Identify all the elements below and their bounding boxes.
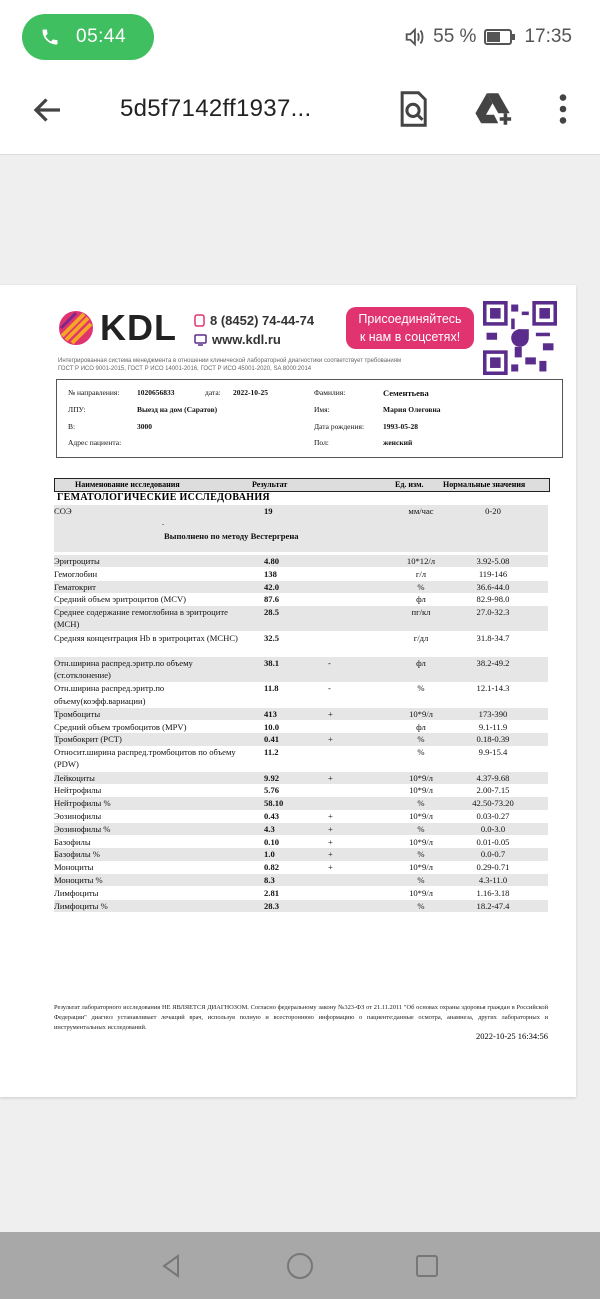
row-result: 28.5	[264, 607, 280, 618]
row-result: 11.8	[264, 683, 279, 694]
row-norm: 0-20	[485, 506, 501, 516]
row-norm: 173-390	[478, 708, 508, 719]
row-name: Нейтрофилы	[54, 785, 102, 796]
sex-value: женский	[383, 438, 413, 447]
row-result: 1.0	[264, 849, 275, 860]
row-unit: пг/кл	[411, 607, 431, 618]
phone-icon	[40, 27, 60, 47]
row-result: 8.3	[264, 875, 275, 885]
row-norm: 0.29-0.71	[476, 862, 510, 873]
row-unit: 10*9/л	[409, 862, 433, 873]
row-norm: 12.1-14.3	[476, 683, 510, 694]
row-name: Гемоглобин	[54, 568, 98, 579]
clock: 17:35	[524, 26, 572, 47]
printed-timestamp: 2022-10-25 16:34:56	[475, 1031, 548, 1041]
row-result: 0.10	[264, 836, 280, 847]
row-norm: 9.9-15.4	[478, 747, 508, 758]
row-unit: %	[417, 683, 425, 694]
cert-line2: ГОСТ Р ИСО 9001-2015, ГОСТ Р ИСО 14001-2016, ГОСТ Р ИСО 45001-2020, SA 8000:2014	[58, 365, 312, 372]
row-name: Нейтрофилы %	[54, 798, 111, 809]
row-name: Среднее содержание гемоглобина в эритроците (MCH)	[54, 607, 228, 630]
back-arrow-icon[interactable]	[30, 92, 66, 128]
row-result: 0.41	[264, 734, 280, 745]
row-result: 11.2	[264, 747, 279, 758]
table-row	[54, 797, 548, 809]
more-options-icon[interactable]	[548, 90, 578, 128]
row-norm: 2.00-7.15	[476, 785, 510, 796]
kdl-logo	[58, 307, 177, 349]
row-name: Тромбокрит (PCT)	[54, 734, 122, 745]
row-result: 4.80	[264, 556, 280, 566]
table-row	[54, 555, 548, 567]
row-norm: 31.8-34.7	[476, 632, 510, 643]
row-flag: -	[328, 683, 331, 694]
row-result: 42.0	[264, 581, 280, 592]
table-row	[54, 581, 548, 593]
row-unit: 10*9/л	[409, 708, 433, 719]
row-result: 19	[264, 506, 273, 516]
row-norm: 18.2-47.4	[476, 900, 510, 911]
table-row	[54, 733, 548, 745]
contacts	[194, 311, 314, 349]
table-row	[54, 772, 548, 784]
col-norm-header: Нормальные значения	[443, 480, 526, 489]
table-row	[54, 900, 548, 912]
row-norm: 36.6-44.0	[476, 581, 510, 592]
row-norm: 0.0-0.7	[480, 849, 506, 860]
pdf-page	[0, 285, 576, 1097]
row-norm: 42.50-73.20	[472, 798, 514, 809]
monitor-icon	[194, 334, 207, 346]
row-unit: %	[417, 798, 425, 809]
row-flag: +	[328, 708, 333, 719]
row-name: Эритроциты	[54, 556, 100, 566]
table-row	[54, 682, 548, 707]
surname-label: Фамилия:	[314, 388, 346, 397]
row-result: 28.3	[264, 900, 280, 911]
row-norm: 0.0-3.0	[480, 823, 506, 834]
social-banner	[346, 307, 474, 349]
status-bar	[0, 0, 600, 76]
home-nav-icon[interactable]	[286, 1252, 314, 1280]
row-name: Базофилы	[54, 836, 91, 847]
app-bar	[0, 76, 600, 155]
row-norm: 9.1-11.9	[478, 721, 508, 732]
col-name-header: Наименование исследования	[75, 480, 180, 489]
row-unit: 10*9/л	[409, 836, 433, 847]
lpu-label: ЛПУ:	[68, 405, 86, 414]
table-row	[54, 568, 548, 580]
col-result-header: Результат	[252, 480, 288, 489]
row-unit: 10*9/л	[409, 772, 433, 783]
referral-label: № направления:	[68, 388, 120, 397]
referral-number: 1020656833	[137, 388, 175, 397]
table-row	[54, 632, 548, 657]
phone-icon	[194, 314, 205, 327]
social-banner-line2: к нам в соцсетях!	[359, 330, 461, 344]
row-name: Отн.ширина распред.эритр.по объему (ст.отклонение)	[54, 658, 193, 681]
patient-info-box	[56, 379, 563, 458]
dob-value: 1993-05-28	[383, 422, 418, 431]
row-norm: 4.37-9.68	[476, 772, 510, 783]
esr-method-note: Выполнено по методу Вестергрена	[164, 531, 299, 541]
table-row	[54, 810, 548, 822]
certification-note	[58, 358, 478, 373]
row-unit: 10*12/л	[406, 556, 436, 566]
row-name: Относит.ширина распред.тромбоцитов по объему (PDW)	[54, 747, 236, 770]
row-flag: -	[328, 658, 331, 668]
v-value: 3000	[137, 422, 152, 431]
row-flag: +	[328, 849, 333, 860]
referral-date: 2022-10-25	[233, 388, 268, 397]
row-norm: 38.2-49.2	[476, 658, 510, 668]
name-label: Имя:	[314, 405, 330, 414]
row-norm: 82.9-98.0	[476, 594, 510, 605]
row-name: Лейкоциты	[54, 772, 95, 783]
row-name: Тромбоциты	[54, 708, 101, 719]
row-unit: %	[417, 734, 425, 745]
row-result: 10.0	[264, 721, 280, 732]
table-row	[54, 657, 548, 682]
row-result: 9.92	[264, 772, 280, 783]
dob-label: Дата рождения:	[314, 422, 365, 431]
row-norm: 119-146	[478, 568, 508, 579]
table-row	[54, 721, 548, 733]
results-table-header	[54, 478, 550, 492]
search-in-document-icon[interactable]	[396, 90, 430, 128]
esr-dot: .	[162, 517, 165, 527]
status-indicators	[395, 26, 572, 48]
row-result: 87.6	[264, 594, 280, 605]
row-norm: 0.18-0.39	[476, 734, 510, 745]
section-title: ГЕМАТОЛОГИЧЕСКИЕ ИССЛЕДОВАНИЯ	[57, 492, 270, 503]
system-nav-bar	[0, 1232, 600, 1299]
row-result: 58.10	[264, 798, 284, 809]
row-flag: +	[328, 772, 333, 783]
row-name: Средняя концентрация Hb в эритроцитах (MCHC)	[54, 632, 238, 643]
row-norm: 3.92-5.08	[476, 556, 510, 566]
cert-line1: Интегрированная система менеджмента в отношении клинической лабораторной диагностики соответствует требованиям	[58, 358, 402, 364]
document-title: 5d5f7142ff1937...	[120, 95, 312, 122]
row-unit: 10*9/л	[409, 785, 433, 796]
row-name: СОЭ	[54, 506, 72, 516]
table-row	[54, 708, 548, 720]
v-label: В:	[68, 422, 76, 431]
table-row	[54, 848, 548, 860]
table-row-esr	[54, 505, 548, 552]
speaker-icon	[403, 26, 425, 48]
row-flag: +	[328, 734, 333, 745]
social-banner-line1: Присоединяйтесь	[358, 312, 462, 326]
table-row	[54, 746, 548, 771]
kdl-wordmark: KDL	[100, 307, 177, 348]
ongoing-call-chip[interactable]	[22, 14, 154, 60]
row-unit: %	[417, 875, 425, 885]
row-norm: 0.01-0.05	[476, 836, 510, 847]
row-unit: %	[417, 747, 425, 758]
row-flag: +	[328, 823, 333, 834]
sex-label: Пол:	[314, 438, 329, 447]
row-result: 4.3	[264, 823, 275, 834]
row-unit: фл	[416, 594, 426, 605]
address-label: Адрес пациента:	[68, 438, 122, 447]
row-name: Отн.ширина распред.эритр.по объему(коэфф.вариации)	[54, 683, 165, 706]
website-link[interactable]: www.kdl.ru	[212, 332, 281, 347]
table-row	[54, 887, 548, 899]
row-name: Эозинофилы	[54, 811, 102, 821]
row-result: 413	[264, 708, 277, 719]
row-result: 138	[264, 568, 277, 579]
battery-icon	[484, 28, 516, 46]
kdl-emblem-icon	[58, 310, 94, 346]
row-name: Лимфоциты %	[54, 900, 108, 911]
row-result: 0.82	[264, 862, 280, 873]
lpu-value: Выезд на дом (Саратов)	[137, 405, 218, 414]
row-result: 2.81	[264, 887, 280, 898]
row-name: Базофилы %	[54, 849, 100, 860]
surname-value: Сементьева	[383, 388, 429, 398]
row-unit: г/л	[415, 568, 427, 579]
row-unit: %	[417, 823, 425, 834]
row-unit: 10*9/л	[409, 887, 433, 898]
table-row	[54, 593, 548, 605]
add-to-drive-icon[interactable]	[474, 90, 514, 128]
row-norm: 1.16-3.18	[476, 887, 510, 898]
qr-code-icon	[483, 301, 557, 375]
back-nav-icon[interactable]	[158, 1253, 184, 1279]
row-flag: +	[328, 862, 333, 873]
row-name: Средний объем тромбоцитов (MPV)	[54, 721, 187, 732]
table-row	[54, 861, 548, 873]
row-result: 38.1	[264, 658, 280, 668]
table-row	[54, 874, 548, 886]
row-name: Гематокрит	[54, 581, 96, 592]
call-timer: 05:44	[76, 26, 127, 47]
row-unit: %	[417, 849, 425, 860]
row-unit: фл	[416, 658, 426, 668]
name-value: Мария Олеговна	[383, 405, 441, 414]
row-flag: +	[328, 836, 333, 847]
row-name: Средний объем эритроцитов (MCV)	[54, 594, 187, 605]
row-result: 5.76	[264, 785, 280, 796]
row-result: 32.5	[264, 632, 280, 643]
row-unit: %	[417, 581, 425, 592]
row-name: Лимфоциты	[54, 887, 99, 898]
row-name: Эозинофилы %	[54, 823, 111, 834]
table-row	[54, 823, 548, 835]
table-row	[54, 836, 548, 848]
disclaimer: Результат лабораторного исследования НЕ ЯВЛЯЕТСЯ ДИАГНОЗОМ. Согласно федеральному закону №323-ФЗ от 21.11.2011 "Об основах охраны здоровья граждан в Российской Федерации" диагноз устанавливает лечащий врач, используя полную и всестороннюю информацию о пациенте:данные осмотра, анамнеза, других лабораторных и инструментальных исследований.	[54, 1004, 548, 1031]
row-unit: мм/час	[408, 506, 434, 516]
row-flag: +	[328, 811, 333, 821]
row-unit: фл	[416, 721, 426, 732]
row-unit: г/дл	[413, 632, 429, 643]
table-row	[54, 606, 548, 631]
col-unit-header: Ед. изм.	[395, 480, 424, 489]
table-row	[54, 784, 548, 796]
date-label: дата:	[205, 388, 221, 397]
recents-nav-icon[interactable]	[414, 1253, 440, 1279]
row-name: Моноциты	[54, 862, 94, 873]
row-norm: 27.0-32.3	[476, 607, 510, 618]
row-unit: 10*9/л	[409, 811, 433, 821]
battery-percent: 55 %	[433, 26, 477, 47]
phone-number[interactable]: 8 (8452) 74-44-74	[210, 313, 315, 328]
row-result: 0.43	[264, 811, 280, 821]
row-unit: %	[417, 900, 425, 911]
row-norm: 0.03-0.27	[476, 811, 510, 821]
row-name: Моноциты %	[54, 875, 103, 885]
row-norm: 4.3-11.0	[478, 875, 508, 885]
